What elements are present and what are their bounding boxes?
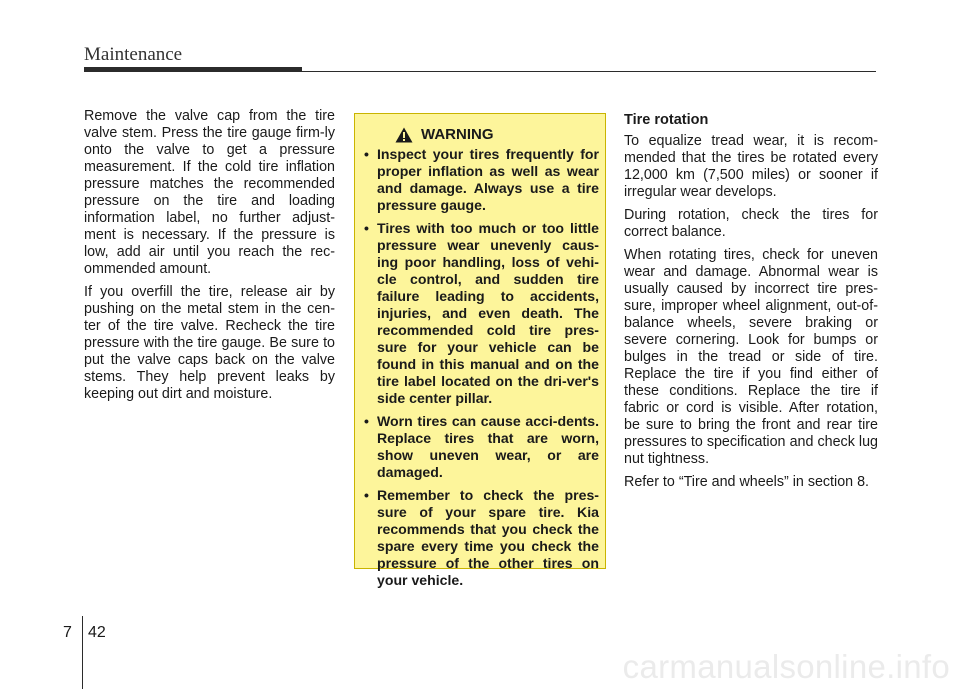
left-column [84,108,335,409]
right-paragraph-1: To equalize tread wear, it is recom-mended that the tires be rotated every 12,000 km (7,500 miles) or sooner if irregular wear develops. [624,133,878,200]
watermark-text: carmanualsonline.info [622,648,950,685]
warning-title: WARNING [421,126,494,143]
right-paragraph-3: When rotating tires, check for uneven wear and damage. Abnormal wear is usually caused by incorrect tire pres-sure, improper wheel alignment, out-of-balance wheels, severe braking or severe cornering. Look for bumps or bulges in the tread or side of tire. Replace the tire if you find either of these conditions. Replace the tire if fabric or cord is visible. After rotation, be sure to bring the front and rear tire pressures to specification and check lug nut tightness. [624,247,878,467]
warning-header [395,126,599,143]
header-rule-thin [302,71,876,72]
warning-item: • Worn tires can cause acci-dents. Replace tires that are worn, show uneven wear, or are damaged. [364,413,599,481]
footer-divider [82,616,83,689]
warning-list [364,146,599,589]
warning-item: • Tires with too much or too little pressure wear unevenly caus-ing poor handling, loss of vehi-cle control, and sudden tire failure leading to accidents, injuries, and even death. The recommended cold tire pres-sure for your vehicle can be found in this manual and on the tire label located on the dri-ver's side center pillar. [364,220,599,407]
right-column [624,108,878,497]
right-paragraph-4: Refer to “Tire and wheels” in section 8. [624,474,870,490]
header-rule-thick [84,67,302,72]
chapter-number: 7 [63,624,72,641]
section-heading-tire-rotation: Tire rotation [624,112,709,128]
right-paragraph-2: During rotation, check the tires for correct balance. [624,207,878,240]
page-header-title: Maintenance [84,44,183,65]
warning-item: • Inspect your tires frequently for proper inflation as well as wear and damage. Always use a tire pressure gauge. [364,146,599,214]
page-number: 42 [88,624,106,641]
left-paragraph-1: Remove the valve cap from the tire valve stem. Press the tire gauge firm-ly onto the valve to get a pressure measurement. If the cold tire inflation pressure matches the recommended pressure on the tire and loading information label, no further adjust-ment is necessary. If the pressure is low, add air until you reach the rec-ommended amount. [84,108,335,277]
warning-triangle-icon [395,127,413,143]
warning-item: • Remember to check the pres-sure of your spare tire. Kia recommends that you check the spare every time you check the pressure of the other tires on your vehicle. [364,487,599,589]
left-paragraph-2: If you overfill the tire, release air by pushing on the metal stem in the cen-ter of the tire valve. Recheck the tire pressure with the tire gauge. Be sure to put the valve caps back on the valve stems. They help prevent leaks by keeping out dirt and moisture. [84,284,335,402]
warning-box [354,113,606,588]
